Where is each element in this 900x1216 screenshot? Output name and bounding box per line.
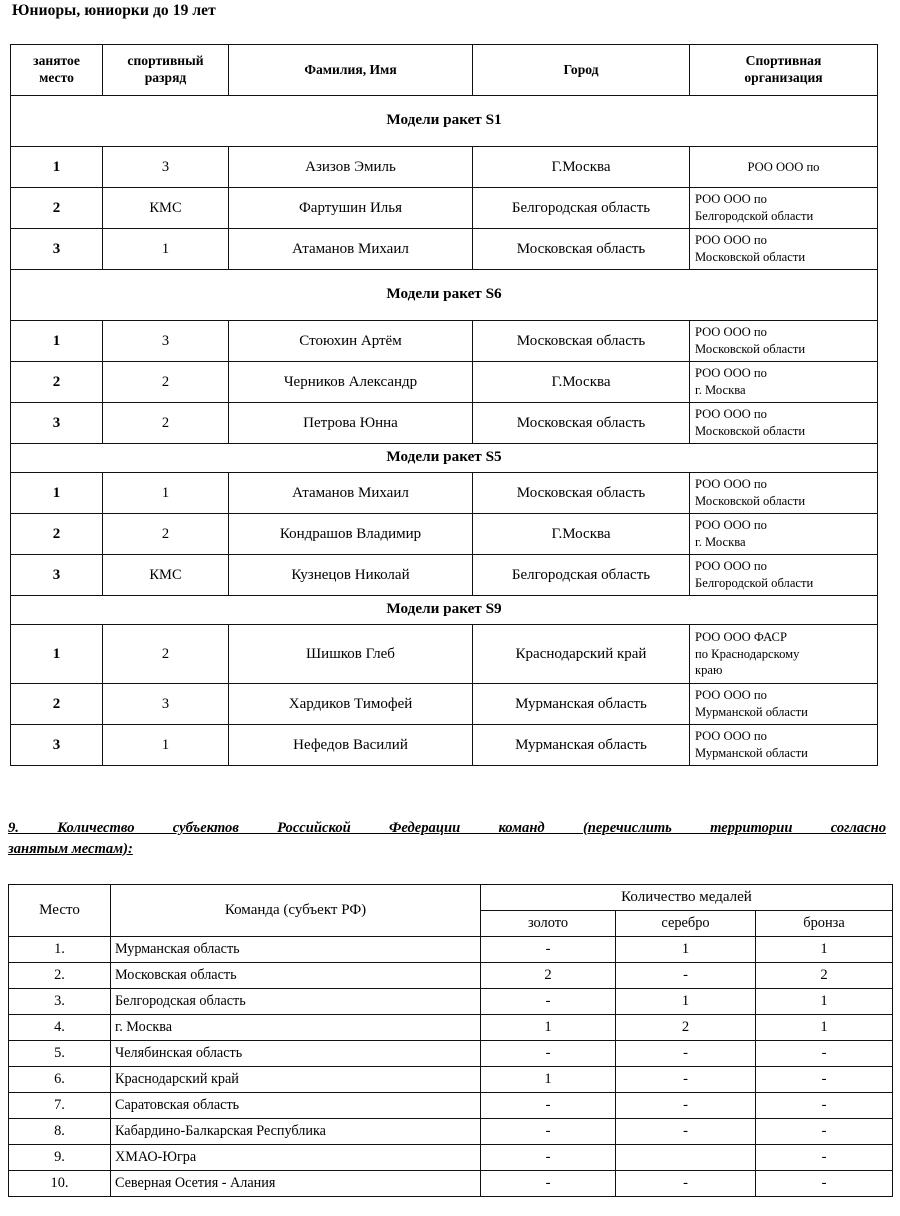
- column-header-gold: золото: [481, 911, 616, 937]
- cell-medals-team: Мурманская область: [111, 937, 481, 963]
- cell-medals-team: Северная Осетия - Алания: [111, 1171, 481, 1197]
- table-row: [9, 963, 893, 989]
- cell-medals-gold: -: [481, 1041, 616, 1067]
- cell-organization: [690, 555, 878, 596]
- cell-organization: [690, 147, 878, 188]
- cell-medals-team: г. Москва: [111, 1015, 481, 1041]
- cell-medals-silver: -: [616, 1041, 756, 1067]
- cell-organization: [690, 514, 878, 555]
- column-header-rank-line1: спортивный: [127, 53, 204, 69]
- organization-line: г. Москва: [695, 535, 746, 549]
- column-header-rank-line2: разряд: [144, 70, 187, 85]
- organization-line: РОО ООО ФАСР: [695, 630, 787, 645]
- cell-medals-team: Московская область: [111, 963, 481, 989]
- cell-rank: 1: [103, 229, 229, 270]
- organization-line: РОО ООО по: [695, 407, 767, 422]
- table-row: [11, 403, 878, 444]
- cell-medals-place: 2.: [9, 963, 111, 989]
- organization-line: Белгородской области: [695, 209, 814, 223]
- cell-name: Атаманов Михаил: [229, 473, 473, 514]
- cell-rank: 2: [103, 625, 229, 684]
- table-row: [9, 937, 893, 963]
- table-row: [9, 1041, 893, 1067]
- cell-city: Г.Москва: [473, 362, 690, 403]
- cell-name: Фартушин Илья: [229, 188, 473, 229]
- cell-medals-gold: 1: [481, 1067, 616, 1093]
- cell-place: 3: [11, 403, 103, 444]
- cell-medals-silver: -: [616, 1119, 756, 1145]
- cell-rank: 2: [103, 403, 229, 444]
- column-header-medals-place: Место: [9, 885, 111, 937]
- column-header-name-line1: Фамилия, Имя: [304, 61, 397, 77]
- cell-medals-silver: -: [616, 1067, 756, 1093]
- cell-medals-gold: -: [481, 1093, 616, 1119]
- cell-medals-silver: -: [616, 963, 756, 989]
- table-row: [9, 1015, 893, 1041]
- cell-medals-team: Краснодарский край: [111, 1067, 481, 1093]
- column-header-rank: [103, 45, 229, 96]
- cell-city: Московская область: [473, 403, 690, 444]
- cell-name: Стоюхин Артём: [229, 321, 473, 362]
- column-header-organization-line1: Спортивная: [745, 53, 822, 69]
- organization-line: Московской области: [695, 494, 806, 508]
- cell-medals-bronze: 2: [756, 963, 893, 989]
- cell-place: 2: [11, 362, 103, 403]
- cell-medals-gold: -: [481, 1171, 616, 1197]
- cell-medals-place: 7.: [9, 1093, 111, 1119]
- cell-name: Азизов Эмиль: [229, 147, 473, 188]
- results-group-title: Модели ракет S5: [11, 444, 878, 473]
- table-row: [9, 1119, 893, 1145]
- cell-name: Хардиков Тимофей: [229, 684, 473, 725]
- cell-medals-silver: 2: [616, 1015, 756, 1041]
- cell-medals-bronze: -: [756, 1119, 893, 1145]
- cell-rank: 1: [103, 725, 229, 766]
- cell-medals-team: Саратовская область: [111, 1093, 481, 1119]
- results-group-title: Модели ракет S9: [11, 596, 878, 625]
- cell-city: Мурманская область: [473, 725, 690, 766]
- cell-city: Московская область: [473, 473, 690, 514]
- cell-medals-place: 5.: [9, 1041, 111, 1067]
- organization-line: Московской области: [695, 424, 806, 438]
- cell-name: Кузнецов Николай: [229, 555, 473, 596]
- column-header-organization: [690, 45, 878, 96]
- column-header-city: [473, 45, 690, 96]
- cell-medals-gold: -: [481, 1119, 616, 1145]
- column-header-medals-count: Количество медалей: [481, 885, 893, 911]
- table-row: [11, 684, 878, 725]
- column-header-medals-team: Команда (субъект РФ): [111, 885, 481, 937]
- cell-medals-place: 6.: [9, 1067, 111, 1093]
- table-row: [11, 514, 878, 555]
- table-row: [11, 362, 878, 403]
- paragraph-9-line2: занятым местам):: [8, 840, 133, 857]
- cell-medals-silver: [616, 1145, 756, 1171]
- cell-medals-bronze: -: [756, 1041, 893, 1067]
- page-title: Юниоры, юниорки до 19 лет: [12, 2, 216, 19]
- cell-rank: 3: [103, 147, 229, 188]
- medals-table: [8, 884, 893, 1197]
- cell-medals-place: 4.: [9, 1015, 111, 1041]
- organization-line: РОО ООО по: [695, 559, 767, 574]
- results-table: [10, 44, 878, 766]
- organization-line: РОО ООО по: [695, 233, 767, 248]
- cell-medals-place: 9.: [9, 1145, 111, 1171]
- cell-medals-team: Челябинская область: [111, 1041, 481, 1067]
- organization-line: Московской области: [695, 250, 806, 264]
- cell-place: 2: [11, 684, 103, 725]
- table-row: [9, 1093, 893, 1119]
- cell-medals-place: 10.: [9, 1171, 111, 1197]
- results-group-heading-row: [11, 444, 878, 473]
- table-row: [11, 725, 878, 766]
- cell-organization: [690, 229, 878, 270]
- cell-place: 1: [11, 625, 103, 684]
- paragraph-9: [8, 818, 886, 859]
- results-group-heading-row: [11, 270, 878, 321]
- cell-place: 3: [11, 229, 103, 270]
- column-header-organization-line2: организация: [744, 70, 823, 85]
- organization-line: РОО ООО по: [695, 477, 767, 492]
- organization-line: РОО ООО по: [695, 325, 767, 340]
- cell-organization: [690, 403, 878, 444]
- results-group-heading-row: [11, 96, 878, 147]
- table-row: [11, 147, 878, 188]
- cell-place: 1: [11, 147, 103, 188]
- cell-city: Белгородская область: [473, 555, 690, 596]
- cell-medals-silver: 1: [616, 937, 756, 963]
- table-row: [11, 229, 878, 270]
- organization-line: Мурманской области: [695, 705, 808, 719]
- column-header-place-line1: занятое: [33, 53, 80, 69]
- cell-medals-silver: -: [616, 1093, 756, 1119]
- cell-city: Московская область: [473, 229, 690, 270]
- paragraph-9-line1: 9. Количество субъектов Российской Федерации команд (перечислить территории согласно: [8, 820, 886, 836]
- cell-city: Белгородская область: [473, 188, 690, 229]
- table-row: [9, 1145, 893, 1171]
- cell-organization: [690, 725, 878, 766]
- cell-place: 2: [11, 514, 103, 555]
- results-group-title: Модели ракет S6: [11, 270, 878, 321]
- cell-medals-gold: -: [481, 937, 616, 963]
- cell-organization: [690, 473, 878, 514]
- organization-line: г. Москва: [695, 383, 746, 397]
- table-row: [9, 1171, 893, 1197]
- cell-medals-silver: -: [616, 1171, 756, 1197]
- cell-name: Шишков Глеб: [229, 625, 473, 684]
- cell-place: 3: [11, 725, 103, 766]
- organization-line: Белгородской области: [695, 576, 814, 590]
- organization-line: РОО ООО по: [695, 688, 767, 703]
- column-header-name: [229, 45, 473, 96]
- cell-city: Краснодарский край: [473, 625, 690, 684]
- cell-organization: [690, 321, 878, 362]
- cell-medals-bronze: 1: [756, 989, 893, 1015]
- cell-rank: 2: [103, 362, 229, 403]
- cell-medals-bronze: 1: [756, 1015, 893, 1041]
- results-group-title: Модели ракет S1: [11, 96, 878, 147]
- cell-name: Черников Александр: [229, 362, 473, 403]
- cell-medals-bronze: -: [756, 1171, 893, 1197]
- cell-rank: 3: [103, 321, 229, 362]
- cell-place: 1: [11, 321, 103, 362]
- cell-medals-team: Кабардино-Балкарская Республика: [111, 1119, 481, 1145]
- cell-medals-place: 8.: [9, 1119, 111, 1145]
- table-row: [11, 555, 878, 596]
- cell-medals-place: 1.: [9, 937, 111, 963]
- cell-medals-gold: 1: [481, 1015, 616, 1041]
- cell-name: Нефедов Василий: [229, 725, 473, 766]
- column-header-silver: серебро: [616, 911, 756, 937]
- organization-line: РОО ООО по: [747, 159, 820, 174]
- cell-rank: 3: [103, 684, 229, 725]
- cell-name: Атаманов Михаил: [229, 229, 473, 270]
- table-row: [9, 989, 893, 1015]
- organization-line: краю: [695, 663, 723, 678]
- cell-city: Г.Москва: [473, 514, 690, 555]
- cell-place: 1: [11, 473, 103, 514]
- cell-medals-silver: 1: [616, 989, 756, 1015]
- cell-city: Г.Москва: [473, 147, 690, 188]
- cell-organization: [690, 625, 878, 684]
- cell-rank: КМС: [103, 188, 229, 229]
- cell-organization: [690, 188, 878, 229]
- column-header-bronze: бронза: [756, 911, 893, 937]
- organization-line: по Краснодарскому: [695, 646, 800, 661]
- column-header-city-line1: Город: [563, 61, 599, 77]
- table-row: [11, 473, 878, 514]
- table-row: [9, 1067, 893, 1093]
- cell-organization: [690, 362, 878, 403]
- cell-place: 2: [11, 188, 103, 229]
- cell-medals-gold: -: [481, 1145, 616, 1171]
- cell-medals-gold: 2: [481, 963, 616, 989]
- cell-rank: КМС: [103, 555, 229, 596]
- column-header-place-line2: место: [39, 70, 74, 85]
- organization-line: РОО ООО по: [695, 729, 767, 744]
- cell-rank: 1: [103, 473, 229, 514]
- column-header-place: [11, 45, 103, 96]
- cell-medals-place: 3.: [9, 989, 111, 1015]
- cell-place: 3: [11, 555, 103, 596]
- organization-line: РОО ООО по: [695, 366, 767, 381]
- organization-line: Мурманской области: [695, 746, 808, 760]
- cell-medals-team: ХМАО-Югра: [111, 1145, 481, 1171]
- organization-line: Московской области: [695, 342, 806, 356]
- table-row: [11, 321, 878, 362]
- cell-medals-gold: -: [481, 989, 616, 1015]
- cell-medals-team: Белгородская область: [111, 989, 481, 1015]
- cell-organization: [690, 684, 878, 725]
- organization-line: РОО ООО по: [695, 192, 767, 207]
- cell-medals-bronze: -: [756, 1067, 893, 1093]
- cell-medals-bronze: 1: [756, 937, 893, 963]
- cell-rank: 2: [103, 514, 229, 555]
- results-table-header-row: [11, 45, 878, 96]
- results-group-heading-row: [11, 596, 878, 625]
- cell-name: Петрова Юнна: [229, 403, 473, 444]
- cell-city: Мурманская область: [473, 684, 690, 725]
- table-row: [11, 188, 878, 229]
- table-row: [11, 625, 878, 684]
- cell-medals-bronze: -: [756, 1145, 893, 1171]
- cell-name: Кондрашов Владимир: [229, 514, 473, 555]
- cell-city: Московская область: [473, 321, 690, 362]
- medals-table-header-row-1: [9, 885, 893, 911]
- cell-medals-bronze: -: [756, 1093, 893, 1119]
- organization-line: РОО ООО по: [695, 518, 767, 533]
